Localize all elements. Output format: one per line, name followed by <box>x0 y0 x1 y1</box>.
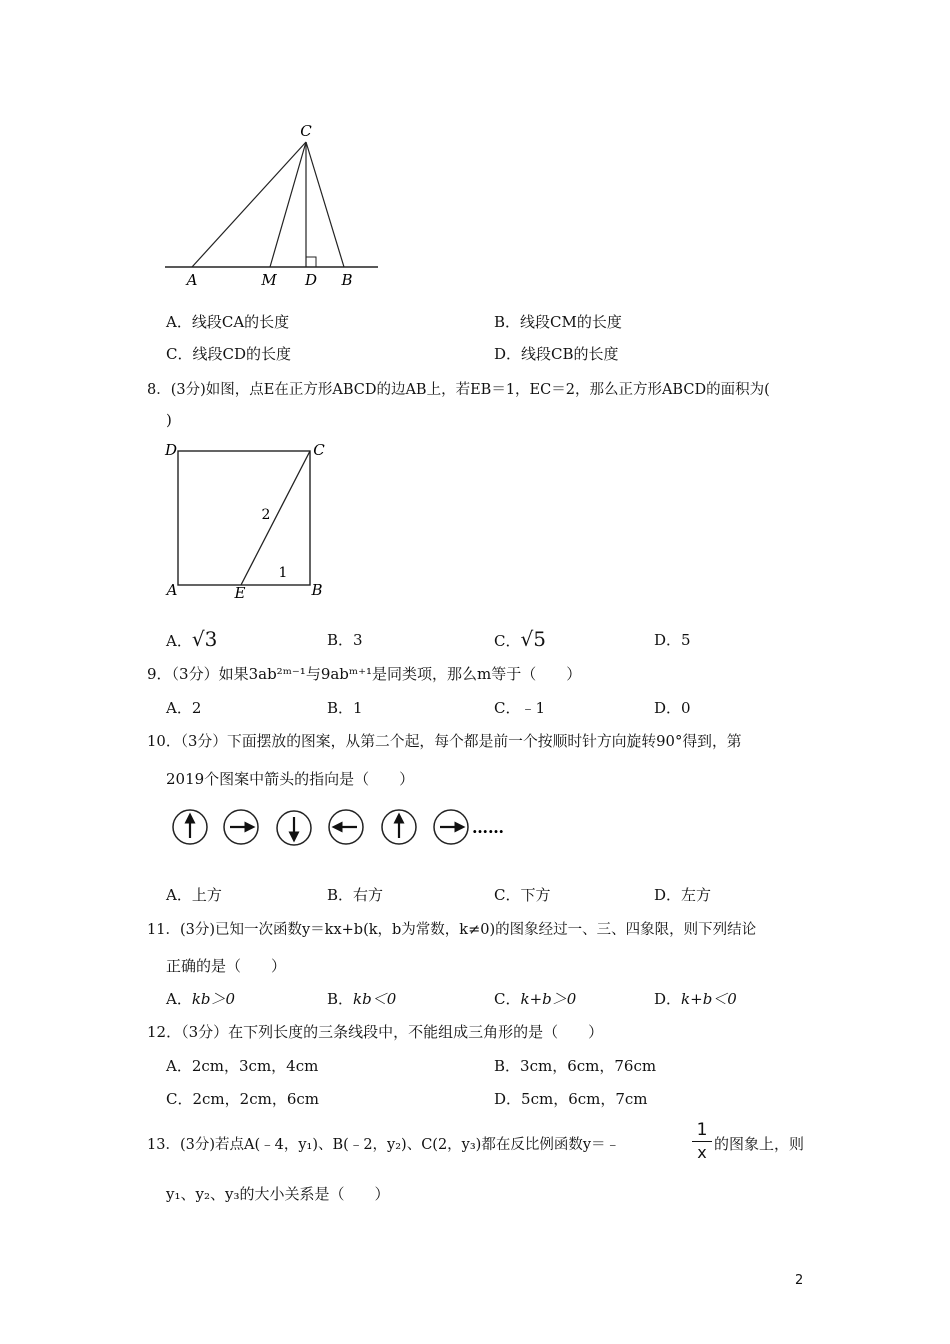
label-c: C <box>300 122 312 140</box>
ellipsis: …… <box>472 818 504 837</box>
option-letter: A． <box>166 886 192 904</box>
option-letter: D． <box>494 1090 522 1108</box>
q8-option-d <box>654 629 691 650</box>
q11-option-b <box>327 988 396 1009</box>
option-letter: D． <box>654 699 682 717</box>
q11-option-a <box>166 988 235 1009</box>
option-text: 2cm，3cm，4cm <box>191 1057 319 1075</box>
q12-option-b <box>494 1055 656 1076</box>
q11-stem-line1: 11．(3分)已知一次函数y＝kx+b(k，b为常数，k≠0)的图象经过一、三、四象限，则下列结论 <box>147 922 757 938</box>
q12-option-c <box>166 1088 319 1109</box>
segment-ec <box>241 451 310 585</box>
q8-stem-line1: 8．(3分)如图，点E在正方形ABCD的边AB上，若EB＝1，EC＝2，那么正方形ABCD的面积为( <box>147 382 770 398</box>
length-ec: 2 <box>261 507 271 523</box>
option-letter: C． <box>494 886 521 904</box>
label-e: E <box>234 584 246 602</box>
option-letter: C． <box>494 990 521 1008</box>
option-letter: A． <box>166 990 192 1008</box>
square-abcd <box>178 451 310 585</box>
option-text: 左方 <box>681 886 712 904</box>
right-angle-mark <box>306 257 316 267</box>
option-text: k+b＜0 <box>681 990 737 1008</box>
label-c: C <box>313 441 325 459</box>
q12-option-a <box>166 1055 318 1076</box>
label-m: M <box>261 271 277 289</box>
arrow-circle-6 <box>434 810 468 844</box>
option-text: 线段CA的长度 <box>191 313 290 331</box>
q10-stem-line2: 2019个图案中箭头的指向是（ ） <box>166 770 415 788</box>
label-d: D <box>164 441 178 459</box>
option-text: √5 <box>520 627 546 651</box>
option-letter: C． <box>494 632 521 650</box>
option-text: 右方 <box>353 886 384 904</box>
option-letter: A． <box>166 699 192 717</box>
option-text: 3 <box>353 631 363 649</box>
q9-option-b <box>327 697 363 718</box>
option-letter: C． <box>494 699 521 717</box>
q10-option-d <box>654 884 711 905</box>
q10-option-a <box>166 884 222 905</box>
length-eb: 1 <box>278 565 288 581</box>
q9-option-c <box>494 697 545 718</box>
option-letter: D． <box>494 345 522 363</box>
q13-stem-line1-pre: 13．(3分)若点A(﹣4，y₁)、B(﹣2，y₂)、C(2，y₃)都在反比例函数y＝﹣ <box>147 1137 621 1153</box>
figure-q7-triangle <box>160 120 390 292</box>
option-text: kb＞0 <box>191 990 236 1008</box>
arrow-circle-3 <box>277 811 311 845</box>
option-letter: B． <box>327 886 354 904</box>
option-letter: B． <box>494 313 521 331</box>
arrow-circle-4 <box>329 810 363 844</box>
page-number: 2 <box>795 1273 804 1288</box>
option-letter: A． <box>166 1057 192 1075</box>
q7-option-c <box>166 343 291 364</box>
option-letter: C． <box>166 345 193 363</box>
option-letter: B． <box>327 990 354 1008</box>
option-letter: C． <box>166 1090 193 1108</box>
option-letter: A． <box>166 313 192 331</box>
label-d: D <box>304 271 318 289</box>
option-letter: A． <box>166 632 192 650</box>
q10-arrow-sequence <box>166 806 516 850</box>
option-letter: B． <box>327 631 354 649</box>
arrow-circle-1 <box>173 810 207 844</box>
q12-option-d <box>494 1088 648 1109</box>
q11-stem-line2: 正确的是（ ） <box>166 957 287 975</box>
option-text: 线段CM的长度 <box>520 313 622 331</box>
fraction-numerator: 1 <box>696 1120 708 1140</box>
option-text: 1 <box>353 699 363 717</box>
q9-stem: 9．（3分）如果3ab²ᵐ⁻¹与9abᵐ⁺¹是同类项，那么m等于（ ） <box>147 665 582 683</box>
q9-option-a <box>166 697 201 718</box>
arrow-circle-2 <box>224 810 258 844</box>
option-letter: D． <box>654 990 682 1008</box>
option-text: 3cm，6cm，76cm <box>520 1057 657 1075</box>
option-letter: B． <box>494 1057 521 1075</box>
figure-q8-square <box>160 438 340 603</box>
q13-stem-line1-post: 的图象上，则 <box>714 1135 805 1153</box>
option-text: √3 <box>191 627 218 651</box>
q11-option-c <box>494 988 576 1009</box>
label-b: B <box>341 271 353 289</box>
option-text: 2 <box>191 699 202 717</box>
option-text: 5cm，6cm，7cm <box>521 1090 648 1108</box>
label-a: A <box>166 581 178 599</box>
option-text: 下方 <box>520 886 551 904</box>
label-b: B <box>311 581 323 599</box>
segment-ca <box>192 142 306 267</box>
arrow-circle-5 <box>382 810 416 844</box>
q7-option-b <box>494 311 622 332</box>
option-text: 0 <box>681 699 691 717</box>
option-text: 2cm，2cm，6cm <box>192 1090 319 1108</box>
fraction-bar <box>692 1141 712 1142</box>
q8-option-b <box>327 629 363 650</box>
option-text: k+b＞0 <box>520 990 577 1008</box>
option-letter: B． <box>327 699 354 717</box>
q13-fraction <box>692 1120 712 1163</box>
option-text: 线段CD的长度 <box>192 345 291 363</box>
option-letter: D． <box>654 631 682 649</box>
option-text: 5 <box>681 631 691 649</box>
q10-option-b <box>327 884 383 905</box>
label-a: A <box>186 271 198 289</box>
q11-option-d <box>654 988 737 1009</box>
option-text: 上方 <box>191 886 222 904</box>
q8-option-a <box>166 627 217 651</box>
q7-option-d <box>494 343 619 364</box>
option-text: ﹣1 <box>520 699 546 717</box>
q12-stem: 12．（3分）在下列长度的三条线段中，不能组成三角形的是（ ） <box>147 1023 604 1041</box>
segment-cm <box>270 142 306 267</box>
option-letter: D． <box>654 886 682 904</box>
option-text: kb＜0 <box>353 990 397 1008</box>
fraction-denominator: x <box>697 1143 707 1162</box>
q13-stem-line2: y₁、y₂、y₃的大小关系是（ ） <box>166 1185 390 1203</box>
q9-option-d <box>654 697 691 718</box>
q8-stem-line2: ) <box>166 411 172 429</box>
q10-option-c <box>494 884 551 905</box>
segment-cb <box>306 142 344 267</box>
option-text: 线段CB的长度 <box>521 345 619 363</box>
q8-option-c <box>494 627 546 651</box>
q10-stem-line1: 10．（3分）下面摆放的图案，从第二个起，每个都是前一个按顺时针方向旋转90°得到，第 <box>147 733 742 750</box>
q7-option-a <box>166 311 289 332</box>
